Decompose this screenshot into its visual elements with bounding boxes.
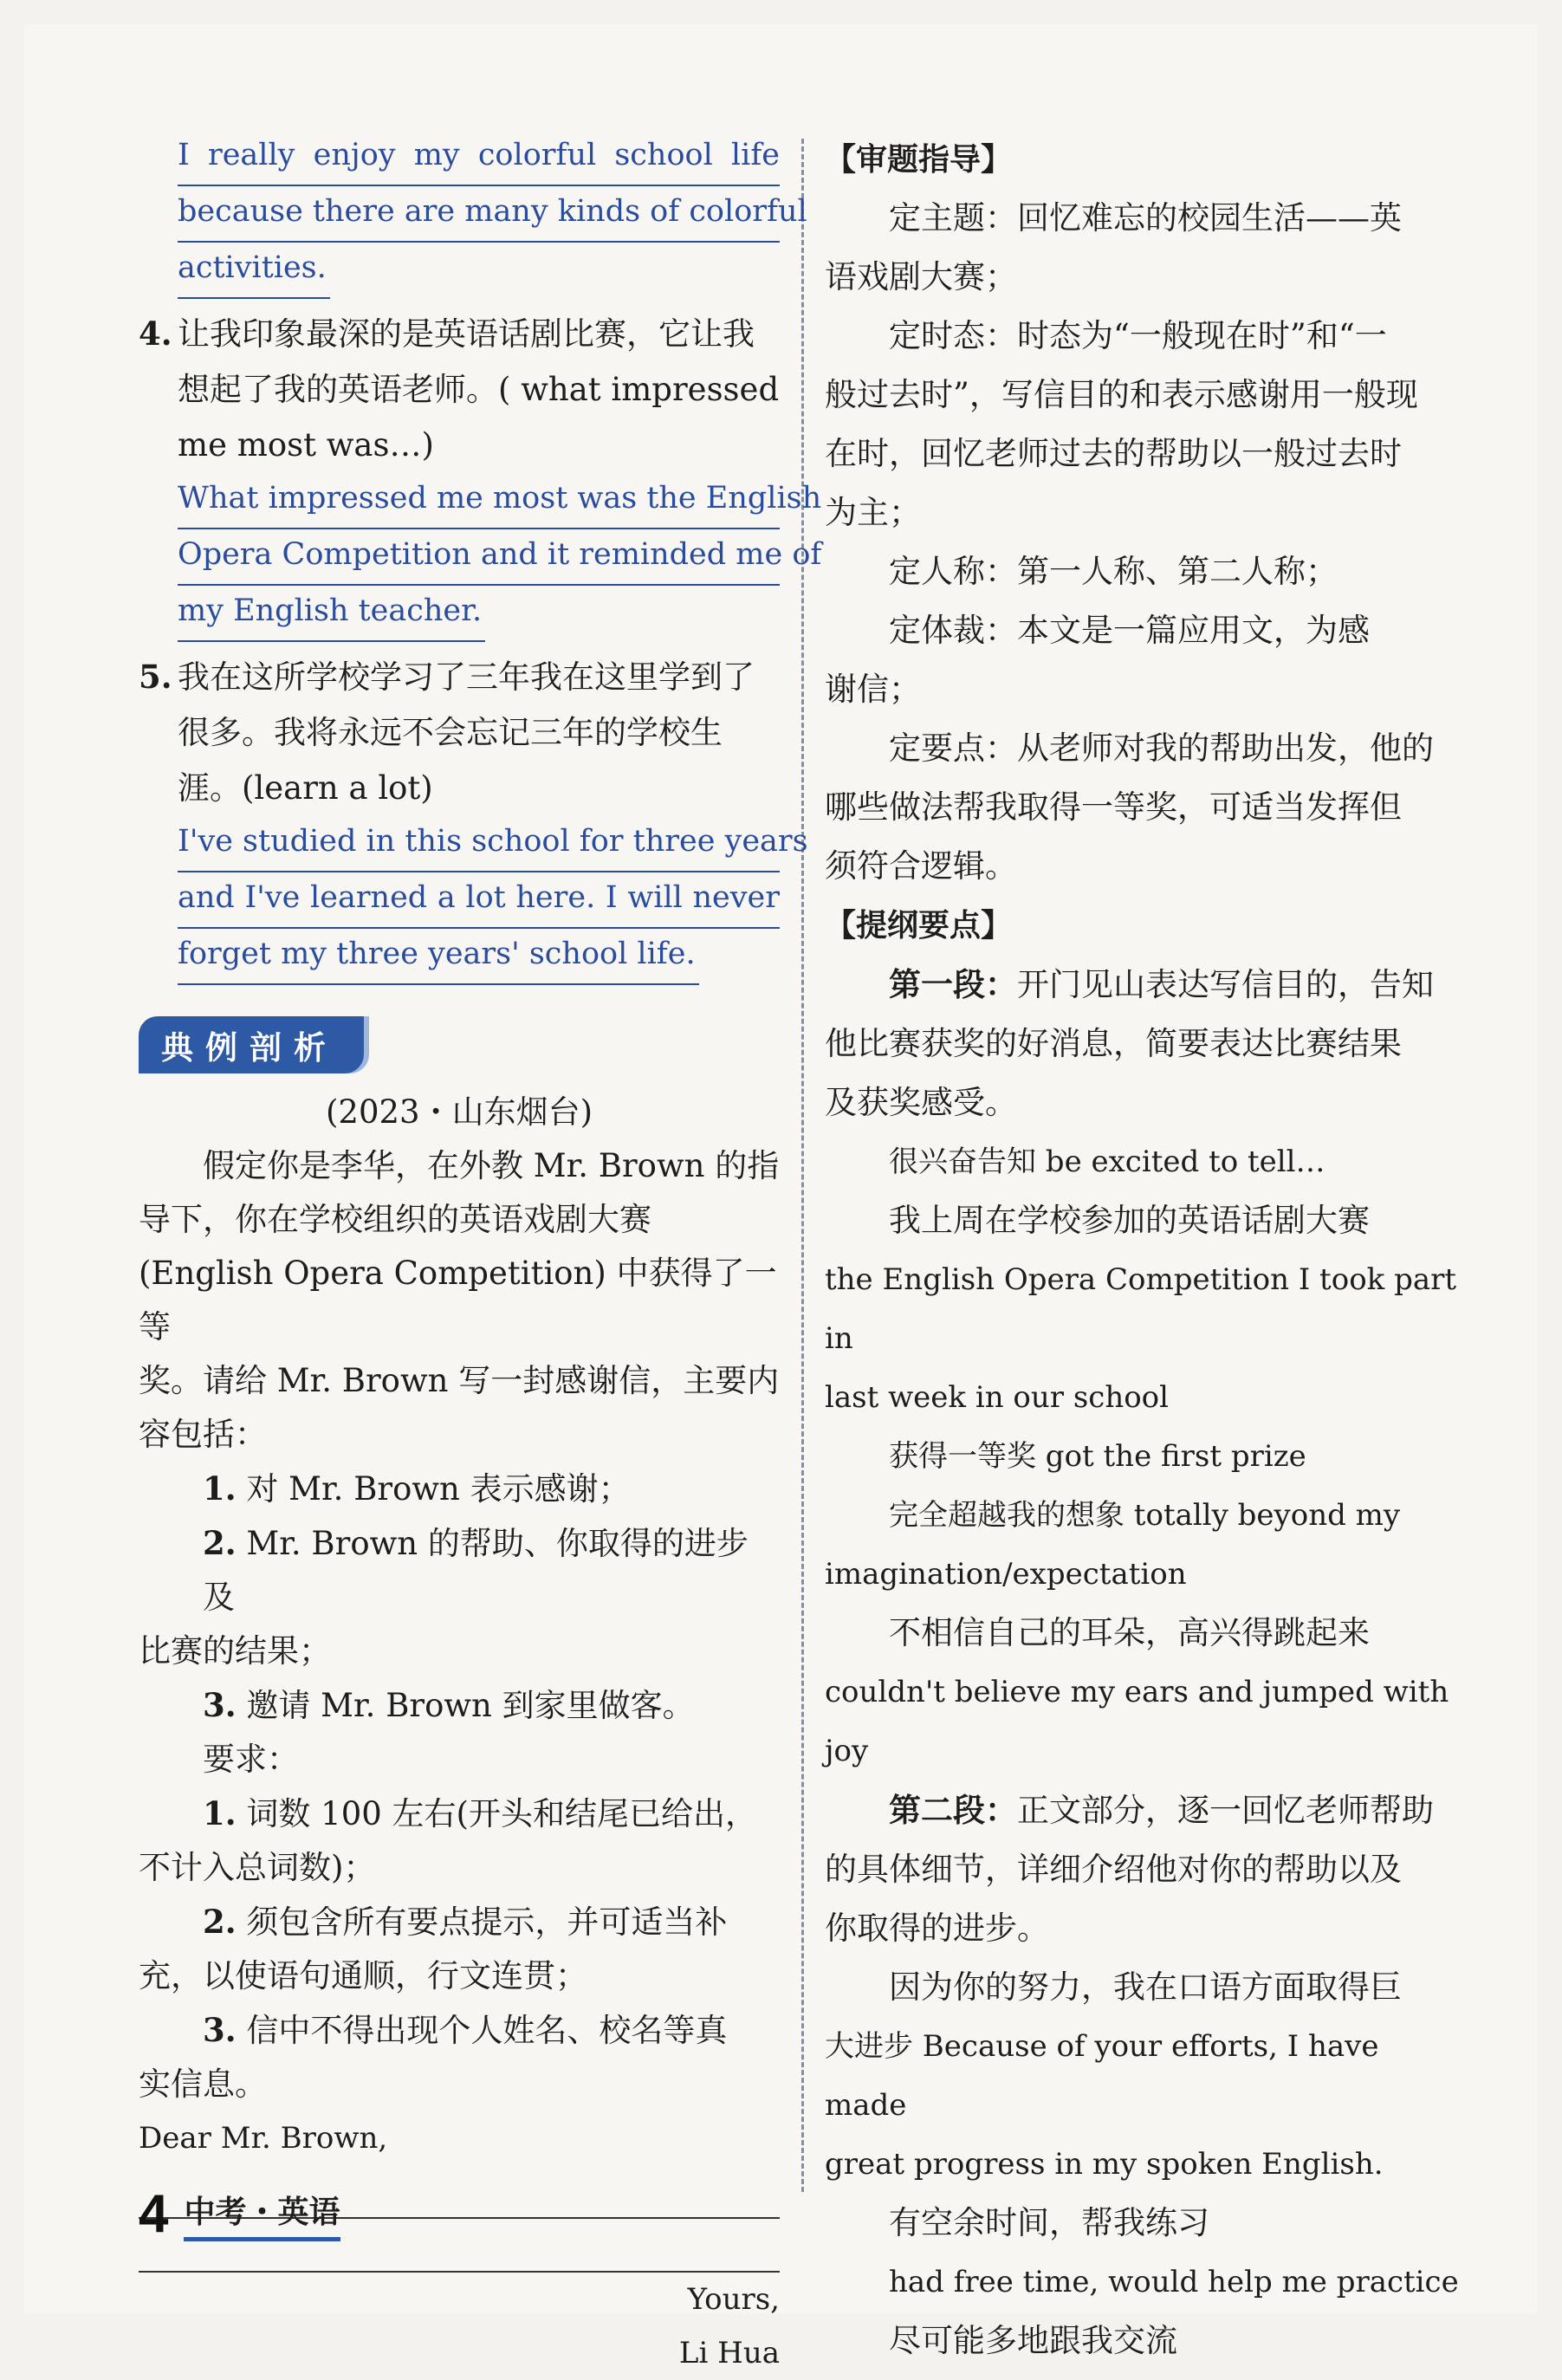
guide-line: 为主； bbox=[825, 494, 921, 531]
phrase-line: great progress in my spoken English. bbox=[825, 2147, 1384, 2182]
guide-line: 定体裁：本文是一篇应用文，为感 bbox=[889, 612, 1370, 649]
left-column bbox=[139, 130, 822, 2380]
point-text: 比赛的结果； bbox=[139, 1632, 331, 1670]
page-number: 4 bbox=[139, 2184, 169, 2244]
phrase-line: 完全超越我的想象 totally beyond my bbox=[889, 1498, 1401, 1533]
guide-line: 谢信； bbox=[825, 671, 921, 708]
phrase-line: 很兴奋告知 be excited to tell… bbox=[889, 1145, 1325, 1179]
salutation: Dear Mr. Brown, bbox=[139, 2121, 388, 2156]
guide-line: 须符合逻辑。 bbox=[825, 847, 1017, 885]
phrase-line: last week in our school bbox=[825, 1380, 1170, 1415]
guide-line: 般过去时”，写信目的和表示感谢用一般现 bbox=[825, 376, 1418, 413]
question-prompt: me most was…) bbox=[178, 426, 434, 464]
guide-line: 定时态：时态为“一般现在时”和“一 bbox=[889, 317, 1387, 354]
phrase-line: 获得一等奖 got the first prize bbox=[889, 1439, 1306, 1474]
answer-line: I've studied in this school for three years bbox=[178, 816, 780, 872]
answer-line: I really enjoy my colorful school life bbox=[178, 130, 780, 186]
phrase-line: 不相信自己的耳朵，高兴得跳起来 bbox=[889, 1614, 1370, 1651]
phrases-1 bbox=[825, 1132, 1466, 1780]
question-prompt: 我在这所学校学习了三年我在这里学到了 bbox=[178, 658, 755, 696]
para-label: 第一段： bbox=[889, 965, 1017, 1003]
req-text: 不计入总词数)； bbox=[139, 1849, 376, 1886]
q3-answer bbox=[139, 130, 807, 299]
task-description bbox=[139, 1139, 780, 1462]
req-number: 1. bbox=[203, 1794, 237, 1832]
para-text: 你取得的进步。 bbox=[825, 1910, 1049, 1947]
answer-line: What impressed me most was the English bbox=[178, 473, 780, 529]
guide-line: 定主题：回忆难忘的校园生活——英 bbox=[889, 199, 1402, 237]
question-prompt: 让我印象最深的是英语话剧比赛，它让我 bbox=[178, 315, 755, 353]
requirements bbox=[139, 1733, 780, 2111]
answer-line: Opera Competition and it reminded me of bbox=[178, 529, 780, 586]
req-number: 3. bbox=[203, 2011, 237, 2049]
phrases-2 bbox=[825, 1958, 1466, 2370]
question-5 bbox=[139, 649, 780, 816]
phrase-line: 尽可能多地跟我交流 bbox=[889, 2322, 1177, 2359]
phrase-line: 有空余时间，帮我练习 bbox=[889, 2204, 1209, 2241]
section-banner: 典例剖析 bbox=[139, 1016, 364, 1073]
point-text: 邀请 Mr. Brown 到家里做客。 bbox=[246, 1687, 695, 1724]
answer-line: forget my three years' school life. bbox=[178, 929, 699, 985]
q4-answer bbox=[139, 473, 822, 642]
para-text: 正文部分，逐一回忆老师帮助 bbox=[1017, 1792, 1434, 1829]
req-text: 须包含所有要点提示，并可适当补 bbox=[246, 1903, 728, 1941]
answer-line: my English teacher. bbox=[178, 586, 485, 642]
phrase-line: couldn't believe my ears and jumped with joy bbox=[825, 1675, 1449, 1768]
req-text: 实信息。 bbox=[139, 2065, 267, 2103]
phrase-line: the English Opera Competition I took part in bbox=[825, 1262, 1457, 1356]
phrase-line: 我上周在学校参加的英语话剧大赛 bbox=[889, 1202, 1370, 1239]
req-text: 词数 100 左右(开头和结尾已给出， bbox=[246, 1795, 757, 1832]
guide-line: 在时，回忆老师过去的帮助以一般过去时 bbox=[825, 435, 1402, 472]
guide-heading: 【审题指导】 bbox=[825, 141, 1013, 178]
content-points bbox=[139, 1462, 780, 1733]
signature: Li Hua bbox=[678, 2336, 780, 2370]
task-line: 假定你是李华，在外教 Mr. Brown 的指 bbox=[203, 1147, 780, 1184]
phrase-line: 大进步 Because of your efforts, I have made bbox=[825, 2029, 1379, 2123]
task-line: 奖。请给 Mr. Brown 写一封感谢信，主要内 bbox=[139, 1362, 780, 1399]
right-column bbox=[825, 130, 1466, 2370]
guide-line: 语戏剧大赛； bbox=[825, 258, 1017, 295]
guide-body bbox=[825, 189, 1466, 896]
guide-line: 定要点：从老师对我的帮助出发，他的 bbox=[889, 730, 1434, 767]
page-footer bbox=[139, 2184, 340, 2244]
source-label: (2023・山东烟台) bbox=[325, 1093, 593, 1131]
answer-line: and I've learned a lot here. I will never bbox=[178, 872, 780, 929]
q5-answer bbox=[139, 816, 808, 985]
point-text: Mr. Brown 的帮助、你取得的进步及 bbox=[203, 1525, 749, 1616]
outline-para2 bbox=[825, 1780, 1466, 1958]
point-number: 3. bbox=[203, 1686, 237, 1724]
task-line: (English Opera Competition) 中获得了一等 bbox=[139, 1255, 777, 1346]
para-text: 及获奖感受。 bbox=[825, 1084, 1017, 1121]
guide-line: 定人称：第一人称、第二人称； bbox=[889, 553, 1338, 590]
point-number: 2. bbox=[203, 1524, 237, 1562]
answer-line: activities. bbox=[178, 243, 330, 299]
para-label: 第二段： bbox=[889, 1791, 1017, 1829]
para-text: 的具体细节，详细介绍他对你的帮助以及 bbox=[825, 1851, 1402, 1888]
question-prompt: 很多。我将永远不会忘记三年的学校生 bbox=[178, 714, 723, 751]
outline-heading: 【提纲要点】 bbox=[825, 907, 1013, 944]
phrase-line: had free time, would help me practice bbox=[889, 2265, 1459, 2299]
phrase-line: 因为你的努力，我在口语方面取得巨 bbox=[889, 1968, 1402, 2006]
req-text: 信中不得出现个人姓名、校名等真 bbox=[246, 2012, 728, 2049]
req-number: 2. bbox=[203, 1903, 237, 1941]
requirements-title: 要求： bbox=[203, 1741, 299, 1778]
guide-line: 哪些做法帮我取得一等奖，可适当发挥但 bbox=[825, 788, 1402, 826]
question-prompt: 涯。(learn a lot) bbox=[178, 769, 433, 807]
task-line: 导下，你在学校组织的英语戏剧大赛 bbox=[139, 1201, 651, 1238]
question-4 bbox=[139, 306, 780, 473]
outline-para1 bbox=[825, 955, 1466, 1132]
task-line: 容包括： bbox=[139, 1416, 267, 1453]
question-number: 4. bbox=[139, 315, 172, 353]
req-text: 充，以使语句通顺，行文连贯； bbox=[139, 1957, 587, 1994]
point-number: 1. bbox=[203, 1469, 237, 1508]
answer-line: because there are many kinds of colorful bbox=[178, 186, 780, 243]
phrase-line: imagination/expectation bbox=[825, 1557, 1187, 1592]
para-text: 他比赛获奖的好消息，简要表达比赛结果 bbox=[825, 1025, 1402, 1062]
para-text: 开门见山表达写信目的，告知 bbox=[1017, 966, 1434, 1003]
closing: Yours, bbox=[687, 2282, 780, 2317]
point-text: 对 Mr. Brown 表示感谢； bbox=[246, 1470, 631, 1508]
question-number: 5. bbox=[139, 658, 172, 696]
column-divider bbox=[801, 139, 804, 2192]
subject-label: 中考・英语 bbox=[184, 2188, 340, 2241]
question-prompt: 想起了我的英语老师。( what impressed bbox=[178, 371, 780, 408]
